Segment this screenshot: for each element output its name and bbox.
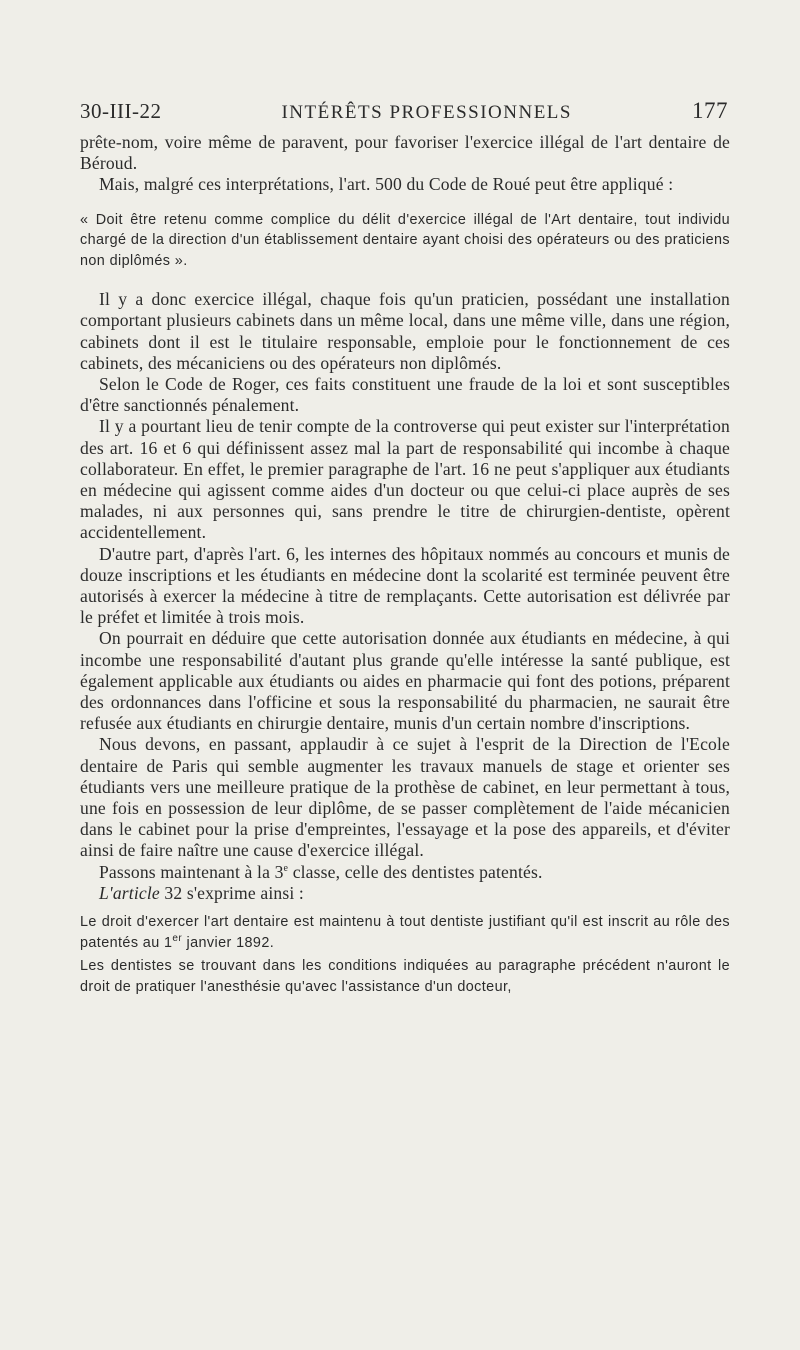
paragraph-3: Il y a donc exercice illégal, chaque fois qu'un praticien, possédant une installation comportant plusieurs cabinets dans un même local, dans une même ville, dans une région, cabinets dont il est le titulaire responsable, emploie pour le fonctionnement de ces cabinets, des mécaniciens ou des opérateurs non diplômés. xyxy=(80,289,730,373)
quote-2-line-a xyxy=(80,912,730,953)
paragraph-4: Selon le Code de Roger, ces faits constituent une fraude de la loi et sont susceptibles d'être sanctionnés pénalement. xyxy=(80,373,730,416)
quote-2-a-text: Le droit d'exercer l'art dentaire est maintenu à tout dentiste justifiant qu'il est inscrit au rôle des patentés au 1 xyxy=(80,914,730,951)
superscript-er: er xyxy=(172,932,183,944)
paragraph-1: prête-nom, voire même de paravent, pour favoriser l'exercice illégal de l'art dentaire de Béroud. xyxy=(80,132,730,174)
quote-2-line-b: Les dentistes se trouvant dans les conditions indiquées au paragraphe précédent n'auront le droit de pratiquer l'anesthésie qu'avec l'assistance d'un docteur, xyxy=(80,958,730,995)
paragraph-6: D'autre part, d'après l'art. 6, les internes des hôpitaux nommés au concours et munis de douze inscriptions et les étudiants en médecine dont la scolarité est terminée peuvent être autorisés à exercer la médecine à titre de remplaçants. Cette autorisation est délivrée par le préfet et limitée à trois mois. xyxy=(80,543,730,628)
block-quote-1: « Doit être retenu comme complice du délit d'exercice illégal de l'Art dentaire, tout individu chargé de la direction d'un établissement dentaire ayant choisi des opérateurs ou des praticiens non diplômés ». xyxy=(80,211,730,269)
header-date: 30-III-22 xyxy=(80,99,162,123)
page-number: 177 xyxy=(692,98,728,123)
header-title: INTÉRÊTS PROFESSIONNELS xyxy=(281,102,572,123)
paragraph-9-text: Passons maintenant à la 3 xyxy=(99,861,284,882)
italic-article: L'article xyxy=(99,882,160,903)
paragraph-9-text-end: classe, celle des dentistes patentés. xyxy=(288,861,543,882)
paragraph-7: On pourrait en déduire que cette autorisation donnée aux étudiants en médecine, à qui incombe une responsabilité d'autant plus grande qu'elle intéresse la santé publique, est également applicable aux étudiants ou aides en pharmacie qui font des potions, préparent des ordonnances dans l'officine et sous la responsabilité du pharmacien, ne saurait être refusée aux étudiants en chirurgie dentaire, munis d'un certain nombre d'inscriptions. xyxy=(80,628,730,734)
paragraph-10-text: 32 s'exprime ainsi : xyxy=(159,882,304,903)
quote-2-a-text-end: janvier 1892. xyxy=(182,934,275,951)
paragraph-9 xyxy=(80,862,730,883)
paragraph-2: Mais, malgré ces interprétations, l'art. 500 du Code de Roué peut être appliqué : xyxy=(99,174,674,195)
paragraph-10 xyxy=(80,883,730,904)
paragraph-5: Il y a pourtant lieu de tenir compte de la controverse qui peut exister sur l'interprétation des art. 16 et 6 qui définissent assez mal la part de responsabilité qui incombe à chaque collaborateur. En effet, le premier paragraphe de l'art. 16 ne peut s'appliquer aux étudiants en médecine qui agissent comme aides d'un docteur ou que celui-ci place auprès de ses malades, ni aux personnes qui, sans prendre le titre de chirurgien-dentiste, opèrent accidentellement. xyxy=(80,416,730,543)
paragraph-8: Nous devons, en passant, applaudir à ce sujet à l'esprit de la Direction de l'Ecole dentaire de Paris qui semble augmenter les travaux manuels de stage et orienter ses étudiants vers une meilleure pratique de la prothèse de cabinet, en leur permettant à tous, une fois en possession de leur diplôme, de se passer complètement de l'aide mécanicien dans le cabinet pour la prise d'empreintes, l'essayage et la pose des appareils, et d'éviter ainsi de faire naître une cause d'exercice illégal. xyxy=(80,734,730,861)
block-quote-2 xyxy=(80,912,730,997)
superscript-e: e xyxy=(283,862,289,874)
running-header xyxy=(80,98,730,124)
